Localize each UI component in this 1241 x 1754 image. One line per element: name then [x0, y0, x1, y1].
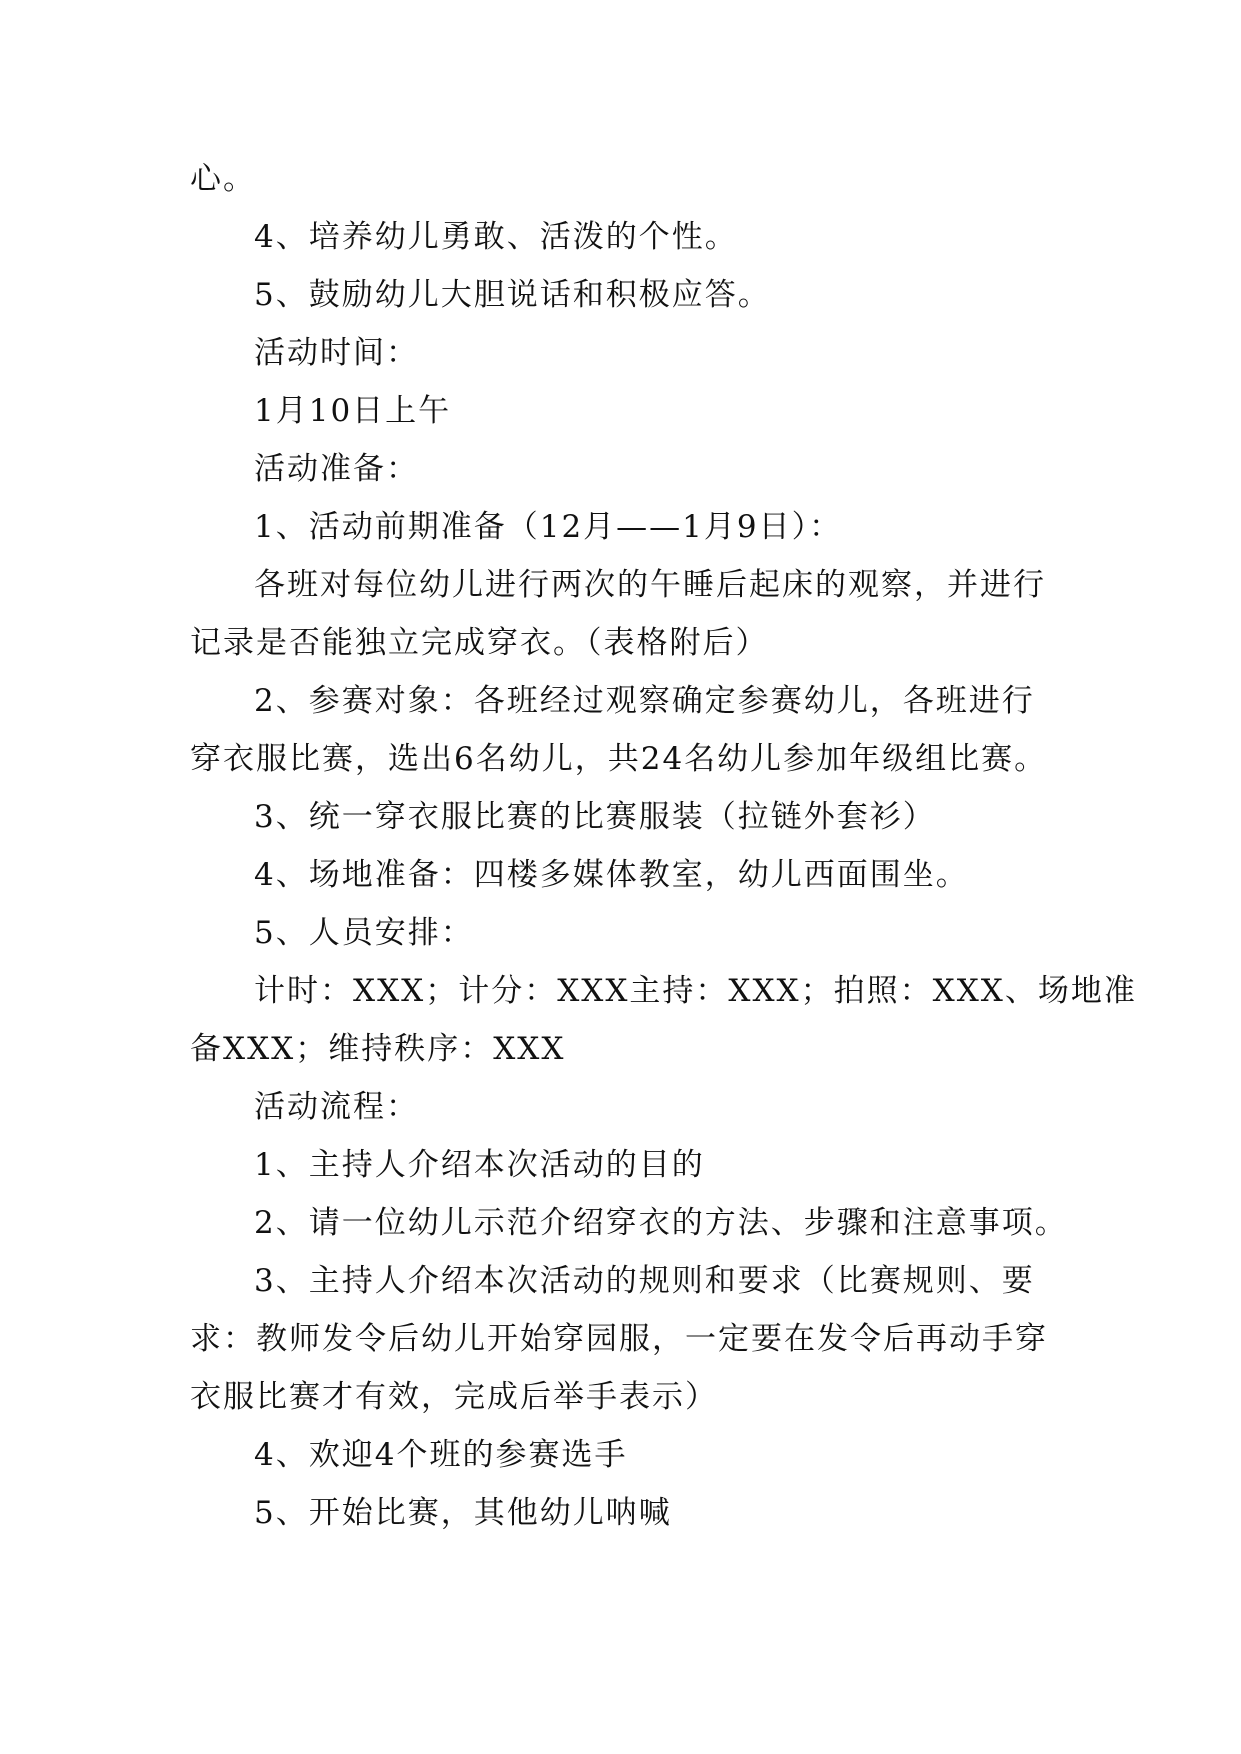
text-line-2: 4、培养幼儿勇敢、活泼的个性。: [254, 219, 738, 255]
section-heading-process: 活动流程：: [254, 1089, 419, 1125]
text-line-13: 4、场地准备：四楼多媒体教室，幼儿西面围坐。: [254, 857, 969, 893]
text-line-16: 备XXX；维持秩序：XXX: [190, 1031, 566, 1067]
text-line-8: 各班对每位幼儿进行两次的午睡后起床的观察，并进行: [254, 567, 1046, 603]
text-line-20: 3、主持人介绍本次活动的规则和要求（比赛规则、要: [254, 1263, 1035, 1299]
text-line-14: 5、人员安排：: [254, 915, 474, 951]
text-line-19: 2、请一位幼儿示范介绍穿衣的方法、步骤和注意事项。: [254, 1205, 1068, 1241]
text-line-22: 衣服比赛才有效，完成后举手表示）: [190, 1379, 718, 1415]
text-line-24: 5、开始比赛，其他幼儿呐喊: [254, 1495, 672, 1531]
text-line-18: 1、主持人介绍本次活动的目的: [254, 1147, 705, 1183]
text-line-10: 2、参赛对象：各班经过观察确定参赛幼儿，各班进行: [254, 683, 1035, 719]
text-line-21: 求：教师发令后幼儿开始穿园服，一定要在发令后再动手穿: [190, 1321, 1048, 1357]
text-line-1: 心。: [190, 161, 256, 197]
activity-time-value: 1月10日上午: [254, 393, 452, 429]
section-heading-preparation: 活动准备：: [254, 451, 419, 487]
text-line-3: 5、鼓励幼儿大胆说话和积极应答。: [254, 277, 771, 313]
section-heading-activity-time: 活动时间：: [254, 335, 419, 371]
text-line-15: 计时：XXX；计分：XXX主持：XXX；拍照：XXX、场地准: [254, 973, 1137, 1009]
text-line-23: 4、欢迎4个班的参赛选手: [254, 1437, 628, 1473]
text-line-11: 穿衣服比赛，选出6名幼儿，共24名幼儿参加年级组比赛。: [190, 741, 1048, 777]
document-body: [190, 150, 1137, 1542]
text-line-7: 1、活动前期准备（12月——1月9日）：: [254, 509, 843, 545]
text-line-12: 3、统一穿衣服比赛的比赛服装（拉链外套衫）: [254, 799, 936, 835]
text-line-9: 记录是否能独立完成穿衣。（表格附后）: [190, 625, 769, 661]
